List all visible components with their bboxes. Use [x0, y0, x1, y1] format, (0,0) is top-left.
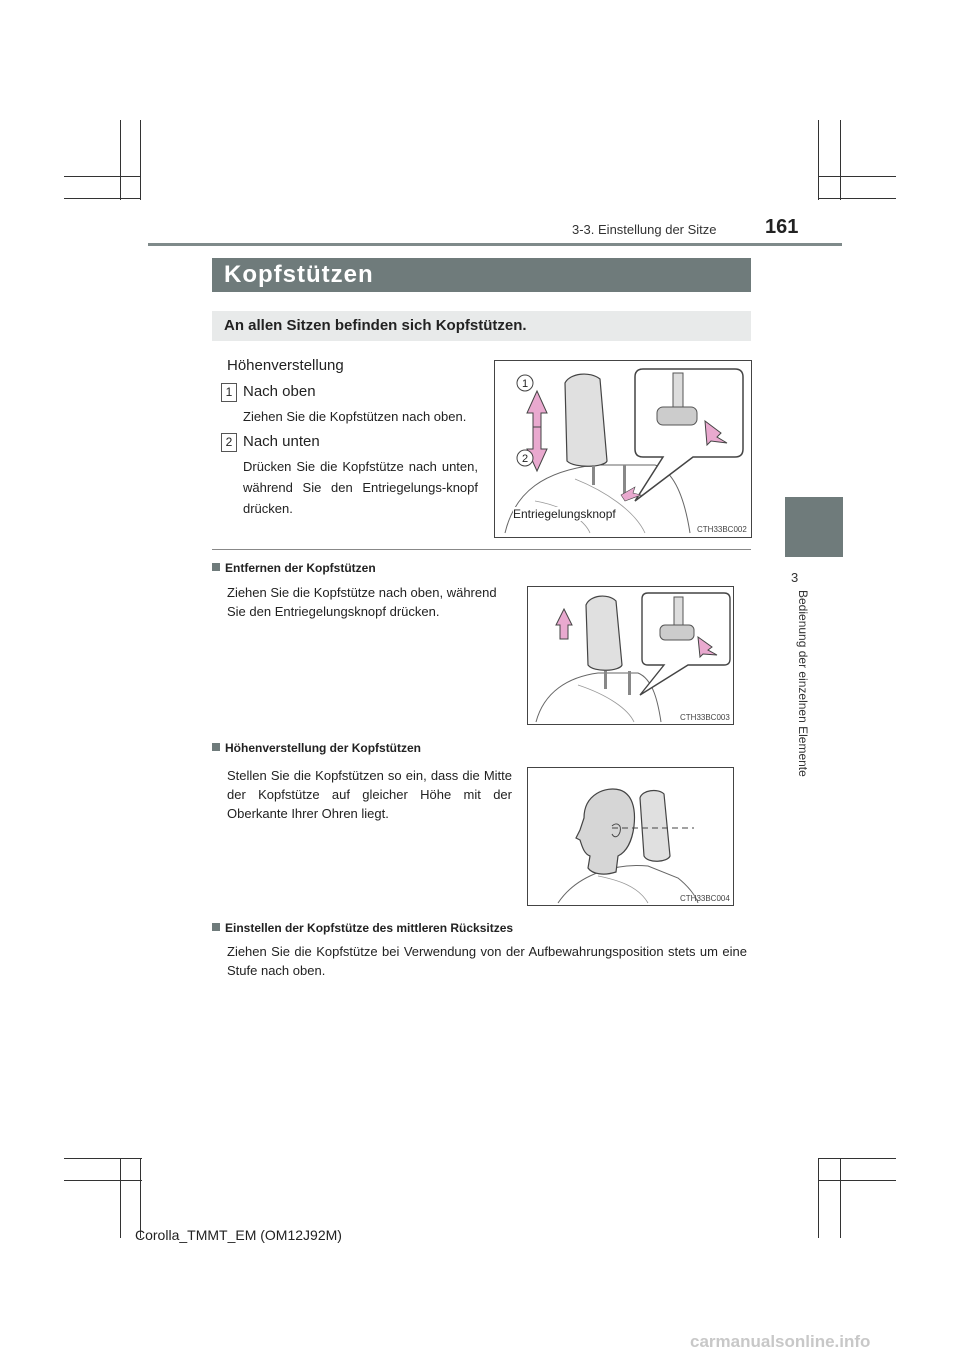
header-rule [148, 243, 842, 246]
crop-mark [64, 1180, 142, 1181]
figure-code: CTH33BC004 [680, 894, 730, 903]
height-setting-text: Stellen Sie die Kopfstützen so ein, dass die Mitte der Kopfstütze auf gleicher Höhe mit der Oberkante Ihrer Ohren liegt. [227, 768, 512, 821]
bullet-square [212, 563, 220, 571]
chapter-tab [785, 497, 843, 557]
remove-text: Ziehen Sie die Kopfstütze nach oben, während Sie den Entriegelungsknopf drücken. [227, 585, 497, 619]
crop-mark [818, 176, 896, 177]
crop-mark [120, 120, 121, 200]
crop-mark [840, 120, 841, 200]
step-text: Drücken Sie die Kopfstütze nach unten, während Sie den Entriegelungs-knopf drücken. [243, 459, 478, 516]
step-title: Nach unten [243, 433, 320, 450]
crop-mark [840, 1158, 841, 1238]
document-footer: Corolla_TMMT_EM (OM12J92M) [135, 1227, 342, 1243]
section-separator [212, 549, 751, 550]
crop-mark [818, 198, 896, 199]
step-badge: 1 [221, 383, 237, 402]
page-title-bar [212, 258, 751, 292]
figure-code: CTH33BC003 [680, 713, 730, 722]
figure-headrest-remove [527, 586, 734, 725]
figure-headrest-height [527, 767, 734, 906]
figure-headrest-adjust [494, 360, 752, 538]
remove-heading-text: Entfernen der Kopfstützen [225, 561, 376, 575]
crop-mark [818, 1158, 896, 1159]
remove-heading [212, 561, 376, 575]
head-position-illustration [528, 768, 733, 905]
headrest-remove-illustration [528, 587, 733, 724]
crop-mark [140, 1158, 141, 1238]
rear-center-text: Ziehen Sie die Kopfstütze bei Verwendung von der Aufbewahrungsposition stets um eine Stufe nach oben. [227, 944, 747, 978]
crop-mark [64, 198, 140, 199]
bullet-square [212, 923, 220, 931]
crop-mark [140, 120, 141, 200]
step-badge: 2 [221, 433, 237, 452]
chapter-number: 3 [791, 570, 799, 585]
height-setting-heading-text: Höhenverstellung der Kopfstützen [225, 741, 422, 755]
crop-mark [818, 1180, 896, 1181]
page-number: 161 [765, 216, 799, 238]
intro-box [212, 311, 751, 341]
bullet-square [212, 743, 220, 751]
step-title: Nach oben [243, 383, 316, 400]
intro-text: An allen Sitzen befinden sich Kopfstützen. [224, 317, 527, 334]
section-header: 3-3. Einstellung der Sitze [572, 222, 717, 237]
crop-mark [120, 1158, 121, 1238]
height-setting-heading [212, 741, 421, 755]
release-button-label: Entriegelungsknopf [513, 507, 616, 521]
crop-mark [64, 1158, 142, 1159]
crop-mark [818, 120, 819, 200]
page-title: Kopfstützen [224, 261, 374, 288]
callout-number: 1 [522, 378, 529, 390]
chapter-label: Bedienung der einzelnen Elemente [796, 590, 810, 777]
watermark: carmanualsonline.info [690, 1332, 871, 1351]
callout-number: 2 [522, 453, 529, 465]
crop-mark [64, 176, 140, 177]
rear-center-heading [212, 921, 513, 935]
height-adjust-heading: Höhenverstellung [227, 357, 344, 374]
step-text: Ziehen Sie die Kopfstützen nach oben. [243, 409, 467, 424]
crop-mark [818, 1158, 819, 1238]
figure-code: CTH33BC002 [697, 525, 747, 534]
rear-center-heading-text: Einstellen der Kopfstütze des mittleren Rücksitzes [225, 921, 514, 935]
